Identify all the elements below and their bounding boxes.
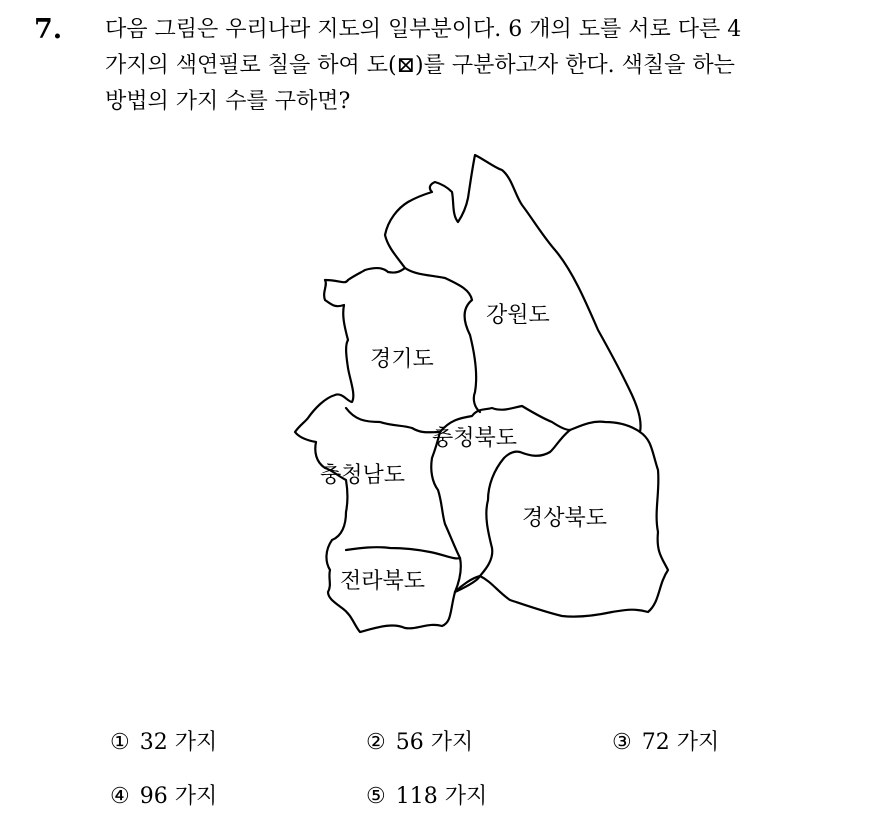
question-line-2: 가지의 색연필로 칠을 하여 도(⊠)를 구분하고자 한다. 색칠을 하는 — [105, 53, 735, 78]
map-outline — [295, 155, 668, 632]
question-text — [105, 12, 870, 120]
choice-1[interactable] — [110, 728, 217, 758]
choice-1-mark: ① — [110, 730, 130, 755]
question-number: 7. — [34, 14, 63, 45]
choice-1-text: 32 가지 — [139, 730, 218, 755]
choice-2-text: 56 가지 — [395, 730, 474, 755]
choice-2-mark: ② — [366, 730, 386, 755]
question-line-1: 다음 그림은 우리나라 지도의 일부분이다. 6 개의 도를 서로 다른 4 — [105, 17, 742, 42]
province-map — [280, 140, 680, 650]
question-line-3: 방법의 가지 수를 구하면? — [105, 89, 351, 114]
choice-3-text: 72 가지 — [641, 730, 720, 755]
province-label-chungbuk: 충청북도 — [432, 426, 518, 451]
province-label-gyeongbuk: 경상북도 — [522, 506, 608, 531]
choice-3-mark: ③ — [612, 730, 632, 755]
choice-4-mark: ④ — [110, 784, 130, 809]
province-map-svg — [280, 140, 680, 650]
province-label-chungnam: 충청남도 — [320, 463, 406, 488]
province-label-gyeonggi: 경기도 — [370, 347, 434, 372]
choice-4-text: 96 가지 — [139, 784, 218, 809]
choice-5-text: 118 가지 — [395, 784, 488, 809]
choice-4[interactable] — [110, 782, 217, 812]
choice-5[interactable] — [366, 782, 487, 812]
choice-3[interactable] — [612, 728, 719, 758]
choice-2[interactable] — [366, 728, 473, 758]
choice-5-mark: ⑤ — [366, 784, 386, 809]
province-label-gangwon: 강원도 — [486, 303, 550, 328]
answer-choices — [110, 728, 810, 808]
province-label-jeonbuk: 전라북도 — [340, 569, 426, 594]
